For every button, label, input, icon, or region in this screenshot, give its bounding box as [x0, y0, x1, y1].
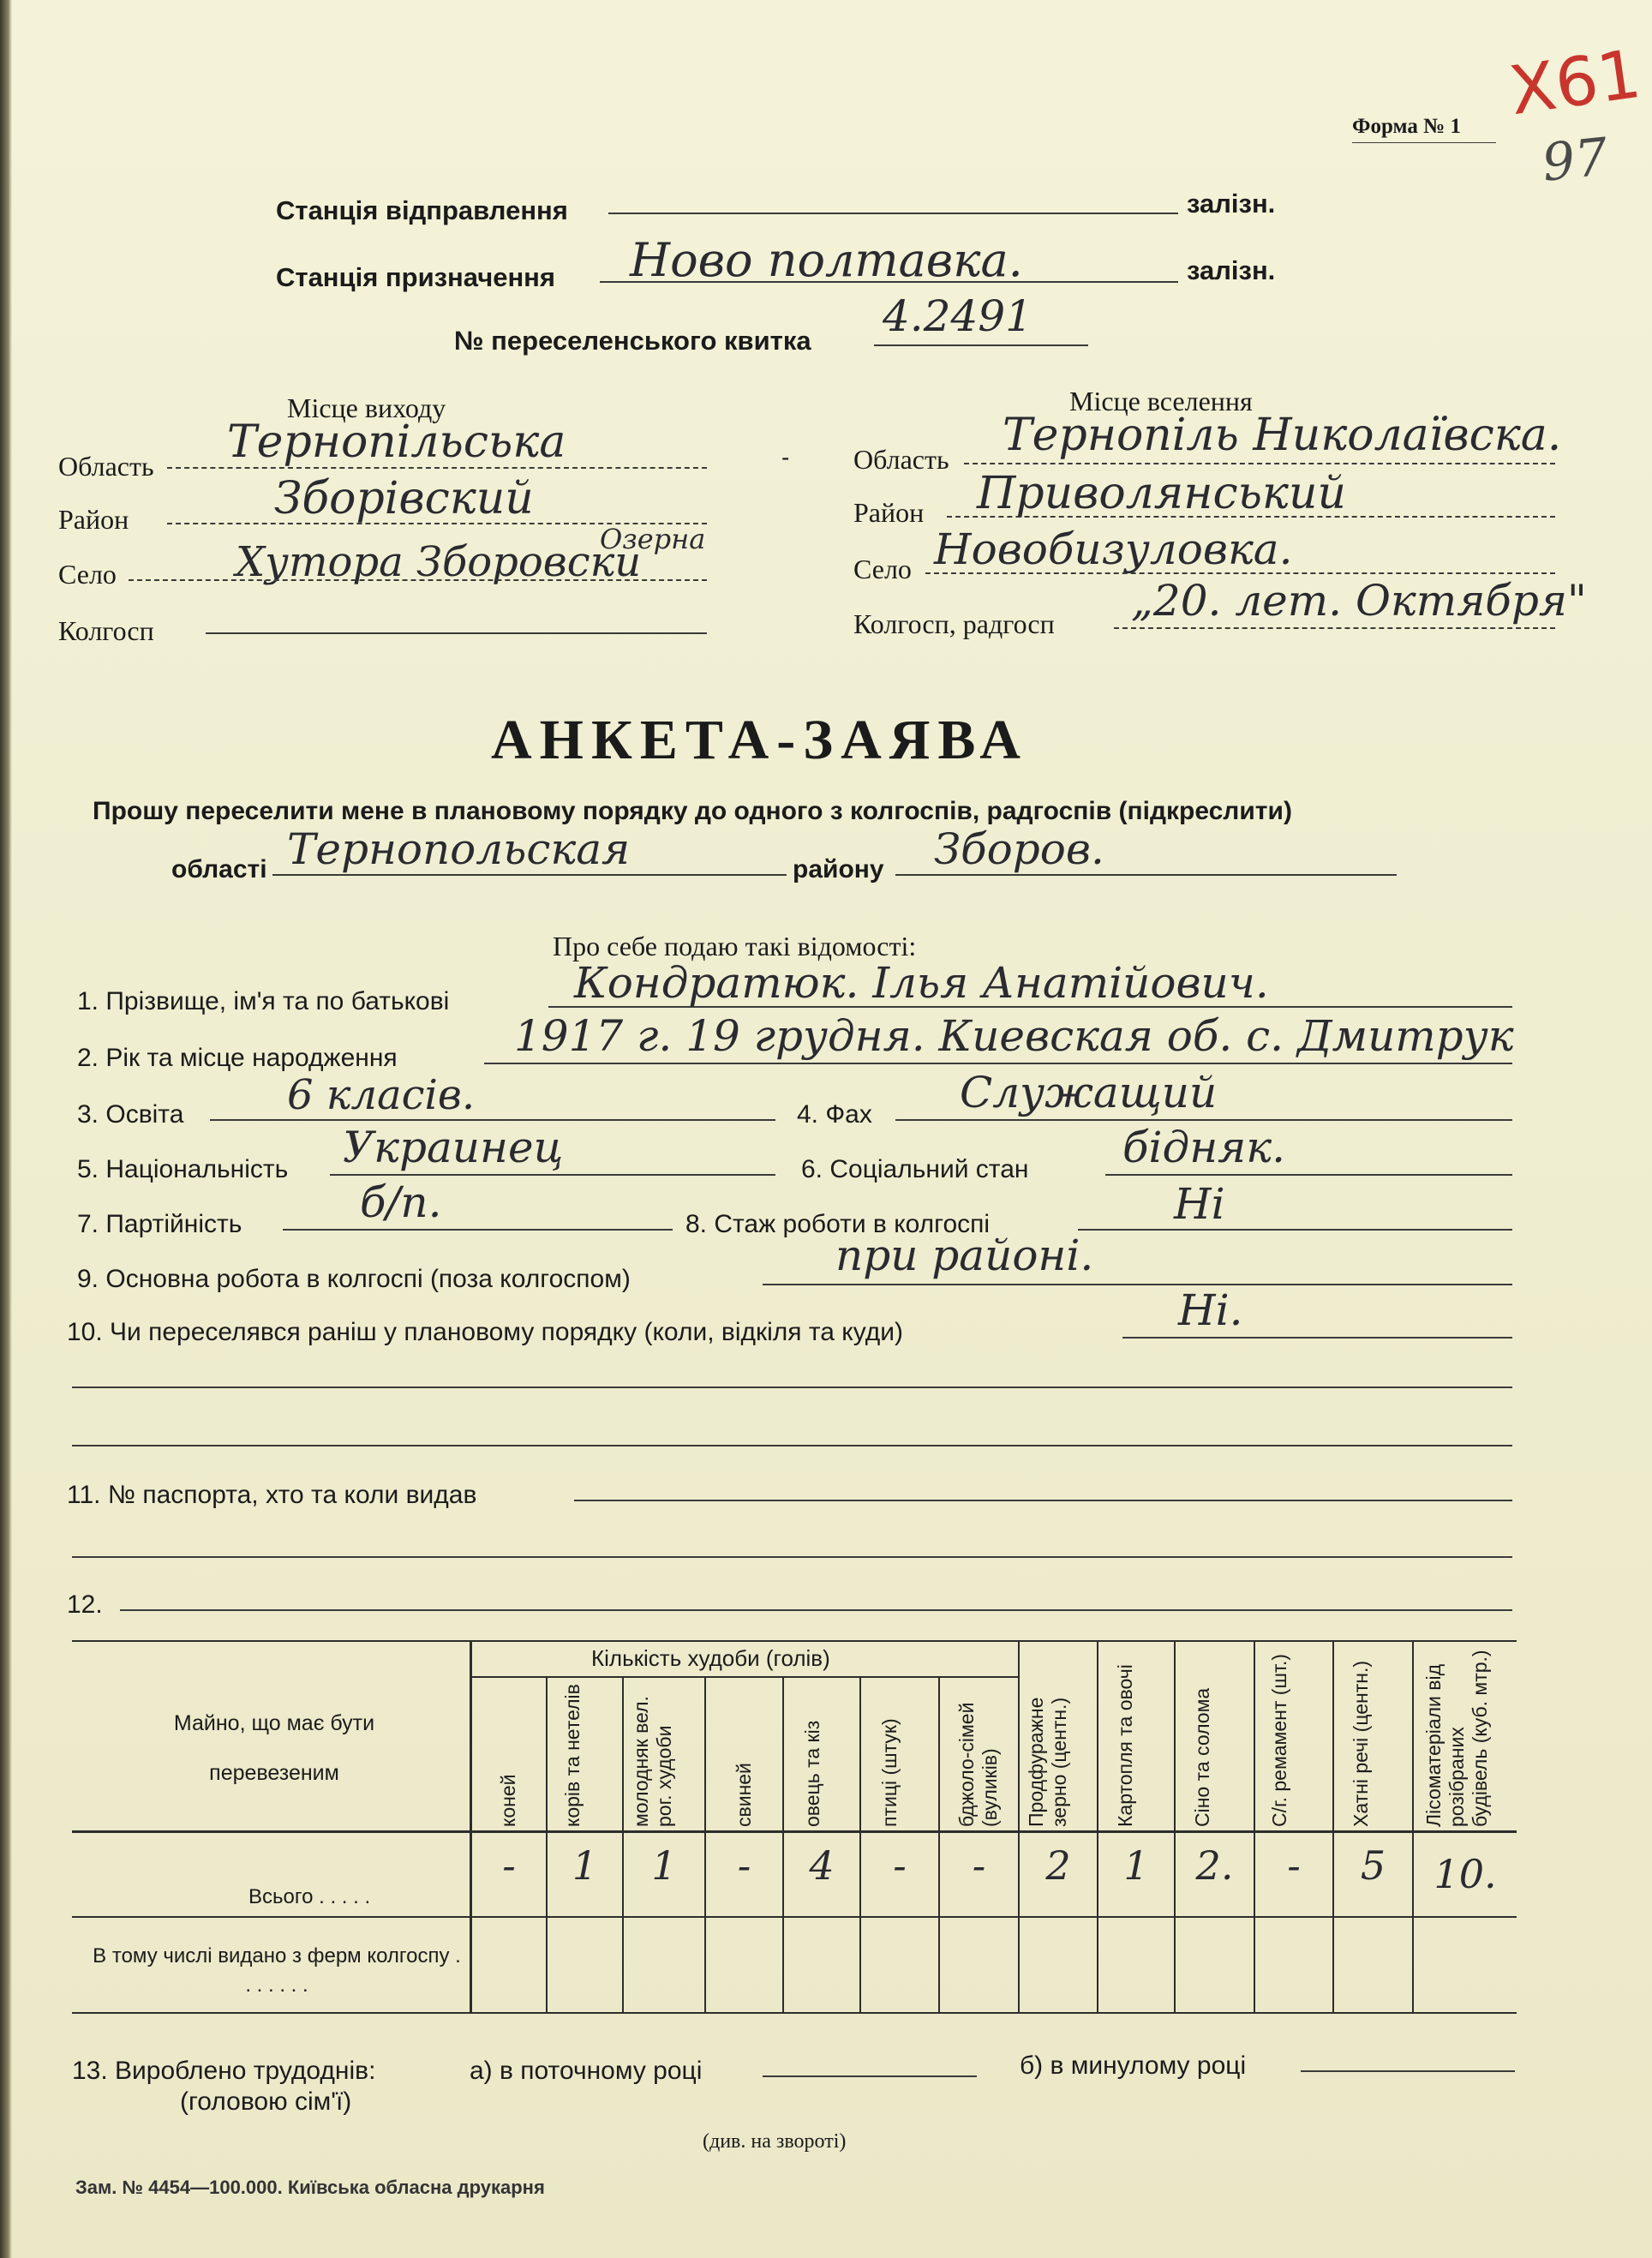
rail-label-1: залізн.: [1187, 189, 1276, 219]
destination-oblast-line: [964, 463, 1555, 464]
form-number-underline: [1352, 142, 1496, 143]
field-3-value: 6 класів.: [287, 1071, 476, 1119]
field-12-line: [120, 1609, 1512, 1611]
see-back-note: (див. на звороті): [703, 2130, 847, 2153]
field-8-value: Ні: [1174, 1179, 1225, 1229]
origin-oblast-value: Тернопільська: [227, 416, 566, 468]
col-header-potatoes: Картопля та овочі: [1114, 1664, 1136, 1827]
workdays-sublabel: (головою сім'ї): [180, 2087, 352, 2116]
livestock-header-line: [470, 1676, 1020, 1678]
origin-oblast-label: Область: [58, 451, 154, 482]
total-young-cattle: 1: [651, 1842, 677, 1889]
field-11-line-2: [72, 1556, 1512, 1558]
ticket-label: № переселенського квитка: [454, 326, 811, 356]
table-vline-11: [1332, 1640, 1334, 2012]
separator-dash: -: [781, 444, 790, 470]
workdays-current-line: [763, 2075, 977, 2077]
workdays-previous-line: [1301, 2070, 1515, 2072]
region-oblast-label: області: [171, 855, 267, 883]
field-3-line: [210, 1119, 775, 1121]
col-header-household: Хатні речі (центн.): [1350, 1660, 1372, 1827]
field-12-label: 12.: [67, 1590, 103, 1619]
region-raion-value: Зборов.: [934, 824, 1104, 874]
origin-selo-line: [129, 579, 707, 581]
destination-kolhosp-line: [1114, 627, 1555, 629]
departure-station-line: [608, 213, 1178, 214]
origin-selo-label: Село: [58, 559, 117, 590]
total-hay: 2.: [1195, 1842, 1234, 1889]
destination-selo-value: Новобизуловка.: [934, 524, 1293, 574]
field-2-label: 2. Рік та місце народження: [77, 1044, 398, 1072]
property-header: Майно, що має бути перевезеним: [173, 1711, 375, 1785]
livestock-header: Кількість худоби (голів): [591, 1645, 830, 1671]
destination-oblast-label: Область: [853, 444, 949, 475]
total-farm-tools: -: [1287, 1842, 1301, 1889]
departure-station-label: Станція відправлення: [276, 195, 568, 225]
field-6-label: 6. Соціальний стан: [801, 1155, 1029, 1183]
origin-kolhosp-label: Колгосп: [58, 615, 154, 646]
col-header-hay: Сіно та солома: [1191, 1687, 1213, 1827]
archive-red-mark: Х61: [1505, 35, 1646, 131]
ticket-line: [874, 344, 1088, 346]
total-pigs: -: [737, 1842, 751, 1889]
destination-kolhosp-label: Колгосп, радгосп: [853, 608, 1055, 639]
total-beehives: -: [972, 1842, 986, 1889]
total-horses: -: [502, 1842, 516, 1889]
table-top-border: [72, 1640, 1517, 1642]
field-5-label: 5. Національність: [77, 1155, 289, 1183]
field-10-line-3: [72, 1445, 1512, 1446]
table-bottom-border: [72, 2012, 1517, 2014]
col-header-beehives: бджоло-сімей (вуликів): [955, 1702, 1001, 1827]
destination-selo-label: Село: [853, 554, 912, 584]
field-9-line: [763, 1284, 1512, 1285]
total-sheep-goats: 4: [809, 1842, 835, 1889]
total-grain: 2: [1045, 1842, 1071, 1889]
destination-station-label: Станція призначення: [276, 262, 555, 292]
request-text: Прошу переселити мене в плановому порядку до одного з колгоспів, радгоспів (підкреслити): [93, 797, 1292, 825]
col-header-cows: корів та нетелів: [561, 1684, 584, 1827]
table-header-bottom: [72, 1830, 1517, 1833]
region-oblast-value: Тернопольская: [287, 824, 631, 874]
destination-selo-line: [925, 572, 1555, 574]
binding-edge: [0, 0, 12, 2258]
col-header-timber: Лісоматеріали від розібраних будівель (куб. мтр.): [1422, 1650, 1491, 1827]
field-11-label: 11. № паспорта, хто та коли видав: [67, 1481, 477, 1509]
destination-station-line: [600, 281, 1178, 283]
origin-selo-value: Хутора Зборовски: [236, 538, 642, 586]
workdays-previous-label: б) в минулому році: [1020, 2051, 1247, 2080]
field-7-label: 7. Партійність: [77, 1210, 242, 1238]
destination-kolhosp-value: „20. лет. Октября": [1131, 576, 1587, 626]
field-10-line-2: [72, 1387, 1512, 1388]
field-3-label: 3. Освіта: [77, 1100, 184, 1129]
field-6-value: бідняк.: [1122, 1123, 1285, 1172]
destination-raion-label: Район: [853, 497, 925, 528]
workdays-current-label: а) в поточному році: [470, 2057, 703, 2085]
col-header-poultry: птиці (штук): [878, 1718, 901, 1827]
field-11-line: [574, 1500, 1512, 1501]
archive-page-number: 97: [1539, 127, 1611, 194]
origin-selo-note: Озерна: [600, 523, 706, 555]
origin-kolhosp-line: [206, 632, 707, 634]
table-vline-12: [1412, 1640, 1414, 2012]
field-2-line: [484, 1063, 1512, 1064]
field-1-line: [548, 1006, 1512, 1008]
field-4-line: [895, 1119, 1512, 1121]
field-6-line: [1105, 1174, 1512, 1176]
printer-imprint: Зам. № 4454—100.000. Київська обласна друкарня: [75, 2177, 545, 2198]
col-header-farm-tools: С/г. ремамент (шт.): [1268, 1654, 1290, 1827]
field-4-value: Служащий: [960, 1068, 1218, 1117]
destination-oblast-value: Тернопіль Николаївска.: [1003, 410, 1562, 461]
col-header-grain: Продфуражне зерно (центн.): [1025, 1697, 1070, 1827]
table-vline-8: [1097, 1640, 1098, 2012]
table-vline-10: [1254, 1640, 1255, 2012]
col-header-young-cattle: молодняк вел. рог. худоби: [630, 1696, 675, 1827]
field-4-label: 4. Фах: [797, 1100, 872, 1129]
row-label-kolhosp-farms: В тому числі видано з ферм колгоспу . . . . . . .: [93, 1944, 461, 1997]
field-8-label: 8. Стаж роботи в колгоспі: [685, 1210, 991, 1238]
destination-raion-value: Приволянський: [977, 468, 1346, 519]
field-1-value: Кондратюк. Ілья Анатійович.: [574, 958, 1269, 1008]
field-10-label: 10. Чи переселявся раніш у плановому порядку (коли, відкіля та куди): [67, 1318, 904, 1346]
total-cows: 1: [572, 1842, 598, 1889]
workdays-label: 13. Вироблено трудоднів:: [72, 2057, 376, 2085]
intro-text: Про себе подаю такі відомості:: [553, 931, 917, 961]
field-5-line: [330, 1174, 775, 1176]
field-7-value: б/п.: [360, 1177, 442, 1227]
destination-heading: Місце вселення: [1069, 386, 1253, 416]
field-10-value: Ні.: [1178, 1285, 1243, 1335]
field-5-value: Украинец: [343, 1123, 564, 1172]
origin-oblast-line: [167, 467, 707, 469]
row-label-total: Всього . . . . .: [248, 1885, 371, 1908]
origin-raion-value: Зборівский: [274, 473, 534, 524]
total-potatoes: 1: [1123, 1842, 1149, 1889]
field-8-line: [1078, 1229, 1512, 1231]
ticket-value: 4.2491: [883, 291, 1032, 341]
destination-raion-line: [947, 516, 1555, 518]
table-vline-7: [1018, 1640, 1020, 2012]
col-header-pigs: свиней: [733, 1763, 755, 1827]
total-household: 5: [1360, 1842, 1386, 1889]
rail-label-2: залізн.: [1187, 255, 1276, 285]
field-10-line: [1122, 1337, 1512, 1339]
region-raion-line: [895, 874, 1397, 876]
table-row-divider: [72, 1916, 1517, 1918]
field-9-value: при районі.: [835, 1231, 1094, 1280]
destination-station-value: Ново полтавка.: [630, 233, 1023, 287]
field-9-label: 9. Основна робота в колгоспі (поза колгоспом): [77, 1265, 631, 1293]
region-oblast-line: [272, 874, 787, 876]
form-number: Форма № 1: [1352, 115, 1461, 138]
origin-heading: Місце виходу: [287, 392, 446, 423]
table-vline-0: [470, 1640, 472, 2012]
origin-raion-label: Район: [58, 504, 129, 535]
field-2-value: 1917 г. 19 грудня. Киевская об. с. Дмитрук: [514, 1011, 1514, 1061]
field-1-label: 1. Прізвище, ім'я та по батькові: [77, 987, 450, 1015]
total-poultry: -: [893, 1842, 907, 1889]
region-raion-label: району: [793, 855, 884, 883]
page-title: АНКЕТА-ЗАЯВА: [491, 709, 1028, 771]
field-7-line: [283, 1229, 673, 1231]
col-header-sheep-goats: овець та кіз: [801, 1720, 823, 1827]
table-vline-9: [1174, 1640, 1176, 2012]
total-timber: 10.: [1434, 1851, 1497, 1897]
col-header-horses: коней: [497, 1774, 519, 1827]
